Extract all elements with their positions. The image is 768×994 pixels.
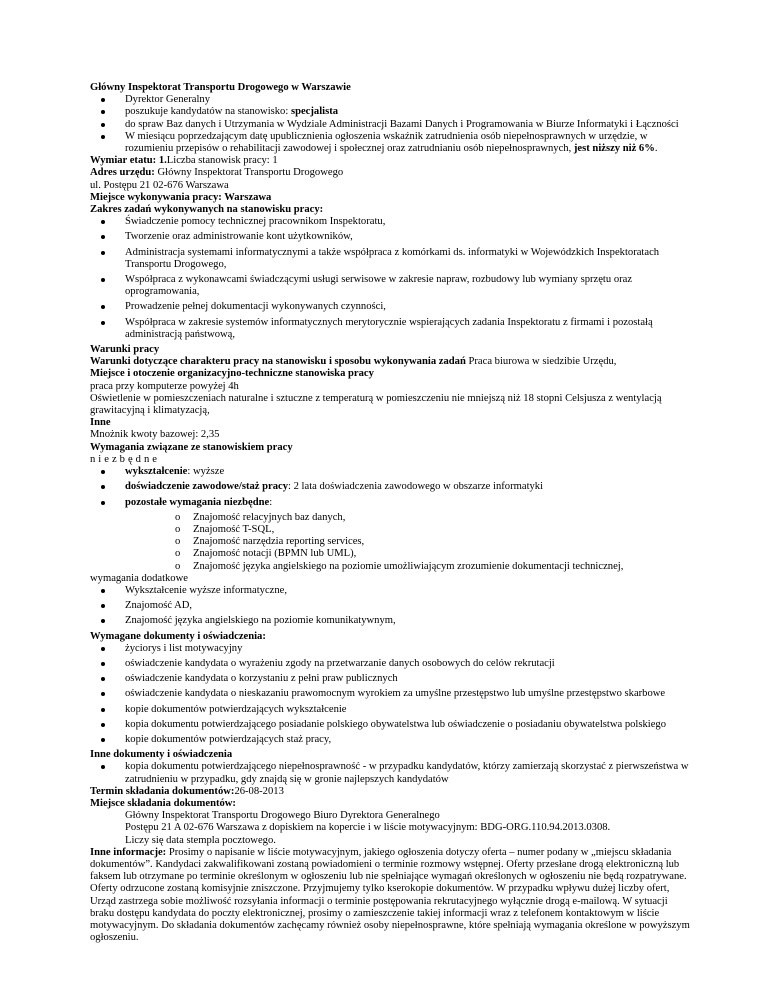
requirement-value: : 2 lata doświadczenia zawodowego w obszarze informatyki	[288, 481, 544, 493]
requirement-label: wykształcenie	[125, 466, 188, 478]
other-documents-list	[90, 761, 690, 785]
info-paragraph	[90, 847, 690, 945]
required-label: niezbędne	[90, 453, 160, 465]
list-item: Administracja systemami informatycznymi a także współpraca z komórkami ds. informatyki w Wojewódzkich Inspektoratach Transportu Drogowego,	[90, 247, 690, 271]
requirements-heading: Wymagania związane ze stanowiskiem pracy	[90, 441, 293, 453]
other-documents-heading: Inne dokumenty i oświadczenia	[90, 749, 233, 761]
list-item-text: do spraw Baz danych i Utrzymania w Wydziale Administracji Bazami Danych i Programowania w Biurze Informatyki i Łączności	[125, 118, 679, 130]
place-line: Główny Inspektorat Transportu Drogowego Biuro Dyrektora Generalnego	[125, 810, 440, 822]
additional-list	[90, 585, 690, 628]
tasks-heading: Zakres zadań wykonywanych na stanowisku pracy:	[90, 204, 324, 216]
etat-value: Liczba stanowisk pracy: 1	[166, 155, 278, 167]
list-item	[90, 536, 690, 548]
list-item: Prowadzenie pełnej dokumentacji wykonywanych czynności,	[90, 301, 690, 313]
sub-bullet: o	[175, 560, 181, 572]
place-block	[90, 810, 690, 847]
additional-label: wymagania dodatkowe	[90, 572, 188, 584]
position-name: specjalista	[290, 106, 339, 118]
place-line: Liczy się data stempla pocztowego.	[125, 834, 276, 846]
deadline-value: 26-08-2013	[234, 785, 284, 797]
list-item: kopie dokumentów potwierdzających wykształcenie	[90, 704, 690, 716]
employment-rate: jest niższy niż 6%	[573, 143, 655, 155]
address-line-2: ul. Postępu 21 02-676 Warszawa	[90, 179, 229, 191]
list-item	[90, 481, 690, 493]
list-item	[90, 524, 690, 536]
list-item-text: Znajomość języka angielskiego na poziomie umożliwiającym zrozumienie dokumentacji technicznej,	[193, 560, 624, 572]
list-item: życiorys i list motywacyjny	[90, 643, 690, 655]
requirement-value: : wyższe	[187, 466, 225, 478]
list-item-text: Znajomość T-SQL,	[193, 523, 275, 535]
sub-bullet: o	[175, 511, 181, 523]
list-item: Współpraca z wykonawcami świadczącymi usługi serwisowe w zakresie napraw, rozbudowy lub wymiany sprzętu oraz oprogramowania,	[90, 274, 690, 298]
list-item: Świadczenie pomocy technicznej pracownikom Inspektoratu,	[90, 216, 690, 228]
list-item-text: poszukuje kandydatów na stanowisko:	[125, 106, 291, 118]
deadline-line	[90, 786, 690, 798]
place-heading: Miejsce składania dokumentów:	[90, 797, 236, 809]
sub-bullet: o	[175, 548, 181, 560]
workplace: Miejsce wykonywania pracy: Warszawa	[90, 191, 272, 203]
list-item-text: Dyrektor Generalny	[125, 94, 211, 106]
info-text: Prosimy o napisanie w liście motywacyjnym, jakiego ogłoszenia dotyczy oferta – numer podany w „miejscu składania dokumentów”. Kandydaci zakwalifikowani zostaną powiadomieni o terminie rozmowy wstępnej. Oferty przesłane drogą elektroniczną lub faksem lub otrzymane po terminie określonym w ogłoszeniu lub nie spełniające wymagań określonych w ogłoszeniu nie będą rozpatrywane. Oferty odrzucone zostaną komisyjnie zniszczone. Przyjmujemy tylko kserokopie dokumentów. W przypadku wpływu dużej liczby ofert, Urząd zastrzega sobie możliwość rozsyłania informacji o terminie postępowania rekrutacyjnego wyłącznie drogą e-mailową. W sytuacji braku dostępu kandydata do poczty elektronicznej, prosimy o zamieszczenie takiej informacji wraz z telefonem kontaktowym w liście motywacyjnym. Do składania dokumentów zachęcamy również osoby niepełnosprawne, które spełniają wymagania określone w powyższym ogłoszeniu.	[90, 846, 690, 944]
required-list	[90, 466, 690, 509]
list-item	[90, 119, 690, 131]
place-line: Postępu 21 A 02-676 Warszawa z dopiskiem na kopercie i w liście motywacyjnym: BDG-ORG.110.94.2013.0308.	[125, 822, 611, 834]
header-list	[90, 94, 690, 155]
list-item	[90, 94, 690, 106]
sub-bullet: o	[175, 523, 181, 535]
list-item	[90, 561, 690, 573]
list-item: oświadczenie kandydata o wyrażeniu zgody na przetwarzanie danych osobowych do celów rekrutacji	[90, 658, 690, 670]
requirement-value: :	[269, 496, 273, 508]
list-item: Znajomość języka angielskiego na poziomie komunikatywnym,	[90, 615, 690, 627]
tasks-list	[90, 216, 690, 341]
other-heading: Inne	[90, 417, 111, 429]
character-line	[90, 356, 690, 368]
list-item: Współpraca w zakresie systemów informatycznych merytorycznie wspierających zadania Inspektoratu z firmami i pozostałą administracją państwową,	[90, 317, 690, 341]
list-item	[90, 106, 690, 118]
list-item: kopia dokumentu potwierdzającego niepełnosprawność - w przypadku kandydatów, którzy zamierzają skorzystać z pierwszeństwa w zatrudnieniu w przypadku, gdy znajdą się w gronie najlepszych kandydatów	[90, 761, 690, 785]
etat-label: Wymiar etatu: 1.	[90, 155, 167, 167]
address-line	[90, 167, 690, 179]
deadline-label: Termin składania dokumentów:	[90, 785, 235, 797]
character-label: Warunki dotyczące charakteru pracy na stanowisku i sposobu wykonywania zadań	[90, 356, 466, 368]
environment-line: praca przy komputerze powyżej 4h	[90, 380, 239, 392]
multiplier-line: Mnożnik kwoty bazowej: 2,35	[90, 429, 220, 441]
list-item: Tworzenie oraz administrowanie kont użytkowników,	[90, 231, 690, 243]
requirement-label: pozostałe wymagania niezbędne	[125, 496, 270, 508]
list-item: oświadczenie kandydata o korzystaniu z pełni praw publicznych	[90, 673, 690, 685]
address-label: Adres urzędu:	[90, 167, 155, 179]
conditions-heading: Warunki pracy	[90, 344, 160, 356]
job-posting-document	[90, 82, 690, 944]
list-item	[90, 466, 690, 478]
list-item	[90, 548, 690, 560]
list-item-text: Znajomość notacji (BPMN lub UML),	[193, 548, 357, 560]
other-required-list	[90, 512, 690, 573]
list-item: Znajomość AD,	[90, 600, 690, 612]
info-label: Inne informacje:	[90, 846, 167, 858]
list-item-text: Znajomość relacyjnych baz danych,	[193, 511, 346, 523]
list-item: Wykształcenie wyższe informatyczne,	[90, 585, 690, 597]
character-value: Praca biurowa w siedzibie Urzędu,	[465, 356, 617, 368]
list-item: oświadczenie kandydata o nieskazaniu prawomocnym wyrokiem za umyślne przestępstwo lub umyślne przestępstwo skarbowe	[90, 688, 690, 700]
list-item: kopie dokumentów potwierdzających staż pracy,	[90, 734, 690, 746]
environment-line: Oświetlenie w pomieszczeniach naturalne i sztuczne z temperaturą w pomieszczeniu nie mniejszą niż 18 stopni Celsjusza z wentylacją grawitacyjną i klimatyzacją,	[90, 392, 662, 417]
requirement-label: doświadczenie zawodowe/staż pracy	[125, 481, 289, 493]
list-item-text: .	[654, 143, 658, 155]
documents-list	[90, 643, 690, 746]
list-item	[90, 512, 690, 524]
list-item: kopia dokumentu potwierdzającego posiadanie polskiego obywatelstwa lub oświadczenie o posiadaniu obywatelstwa polskiego	[90, 719, 690, 731]
etat-line	[90, 155, 690, 167]
list-item	[90, 131, 690, 155]
list-item	[90, 497, 690, 509]
environment-heading: Miejsce i otoczenie organizacyjno-techniczne stanowiska pracy	[90, 368, 374, 380]
employer-title: Główny Inspektorat Transportu Drogowego w Warszawie	[90, 82, 351, 93]
address-value: Główny Inspektorat Transportu Drogowego	[154, 167, 344, 179]
sub-bullet: o	[175, 536, 181, 548]
documents-heading: Wymagane dokumenty i oświadczenia:	[90, 630, 266, 642]
list-item-text: W miesiącu poprzedzającym datę upublicznienia ogłoszenia wskaźnik zatrudnienia osób niepełnosprawnych w urzędzie, w rozumieniu przepisów o rehabilitacji zawodowej i społecznej oraz zatrudnianiu osób niepełnosprawnych,	[125, 130, 648, 155]
list-item-text: Znajomość narzędzia reporting services,	[193, 536, 365, 548]
